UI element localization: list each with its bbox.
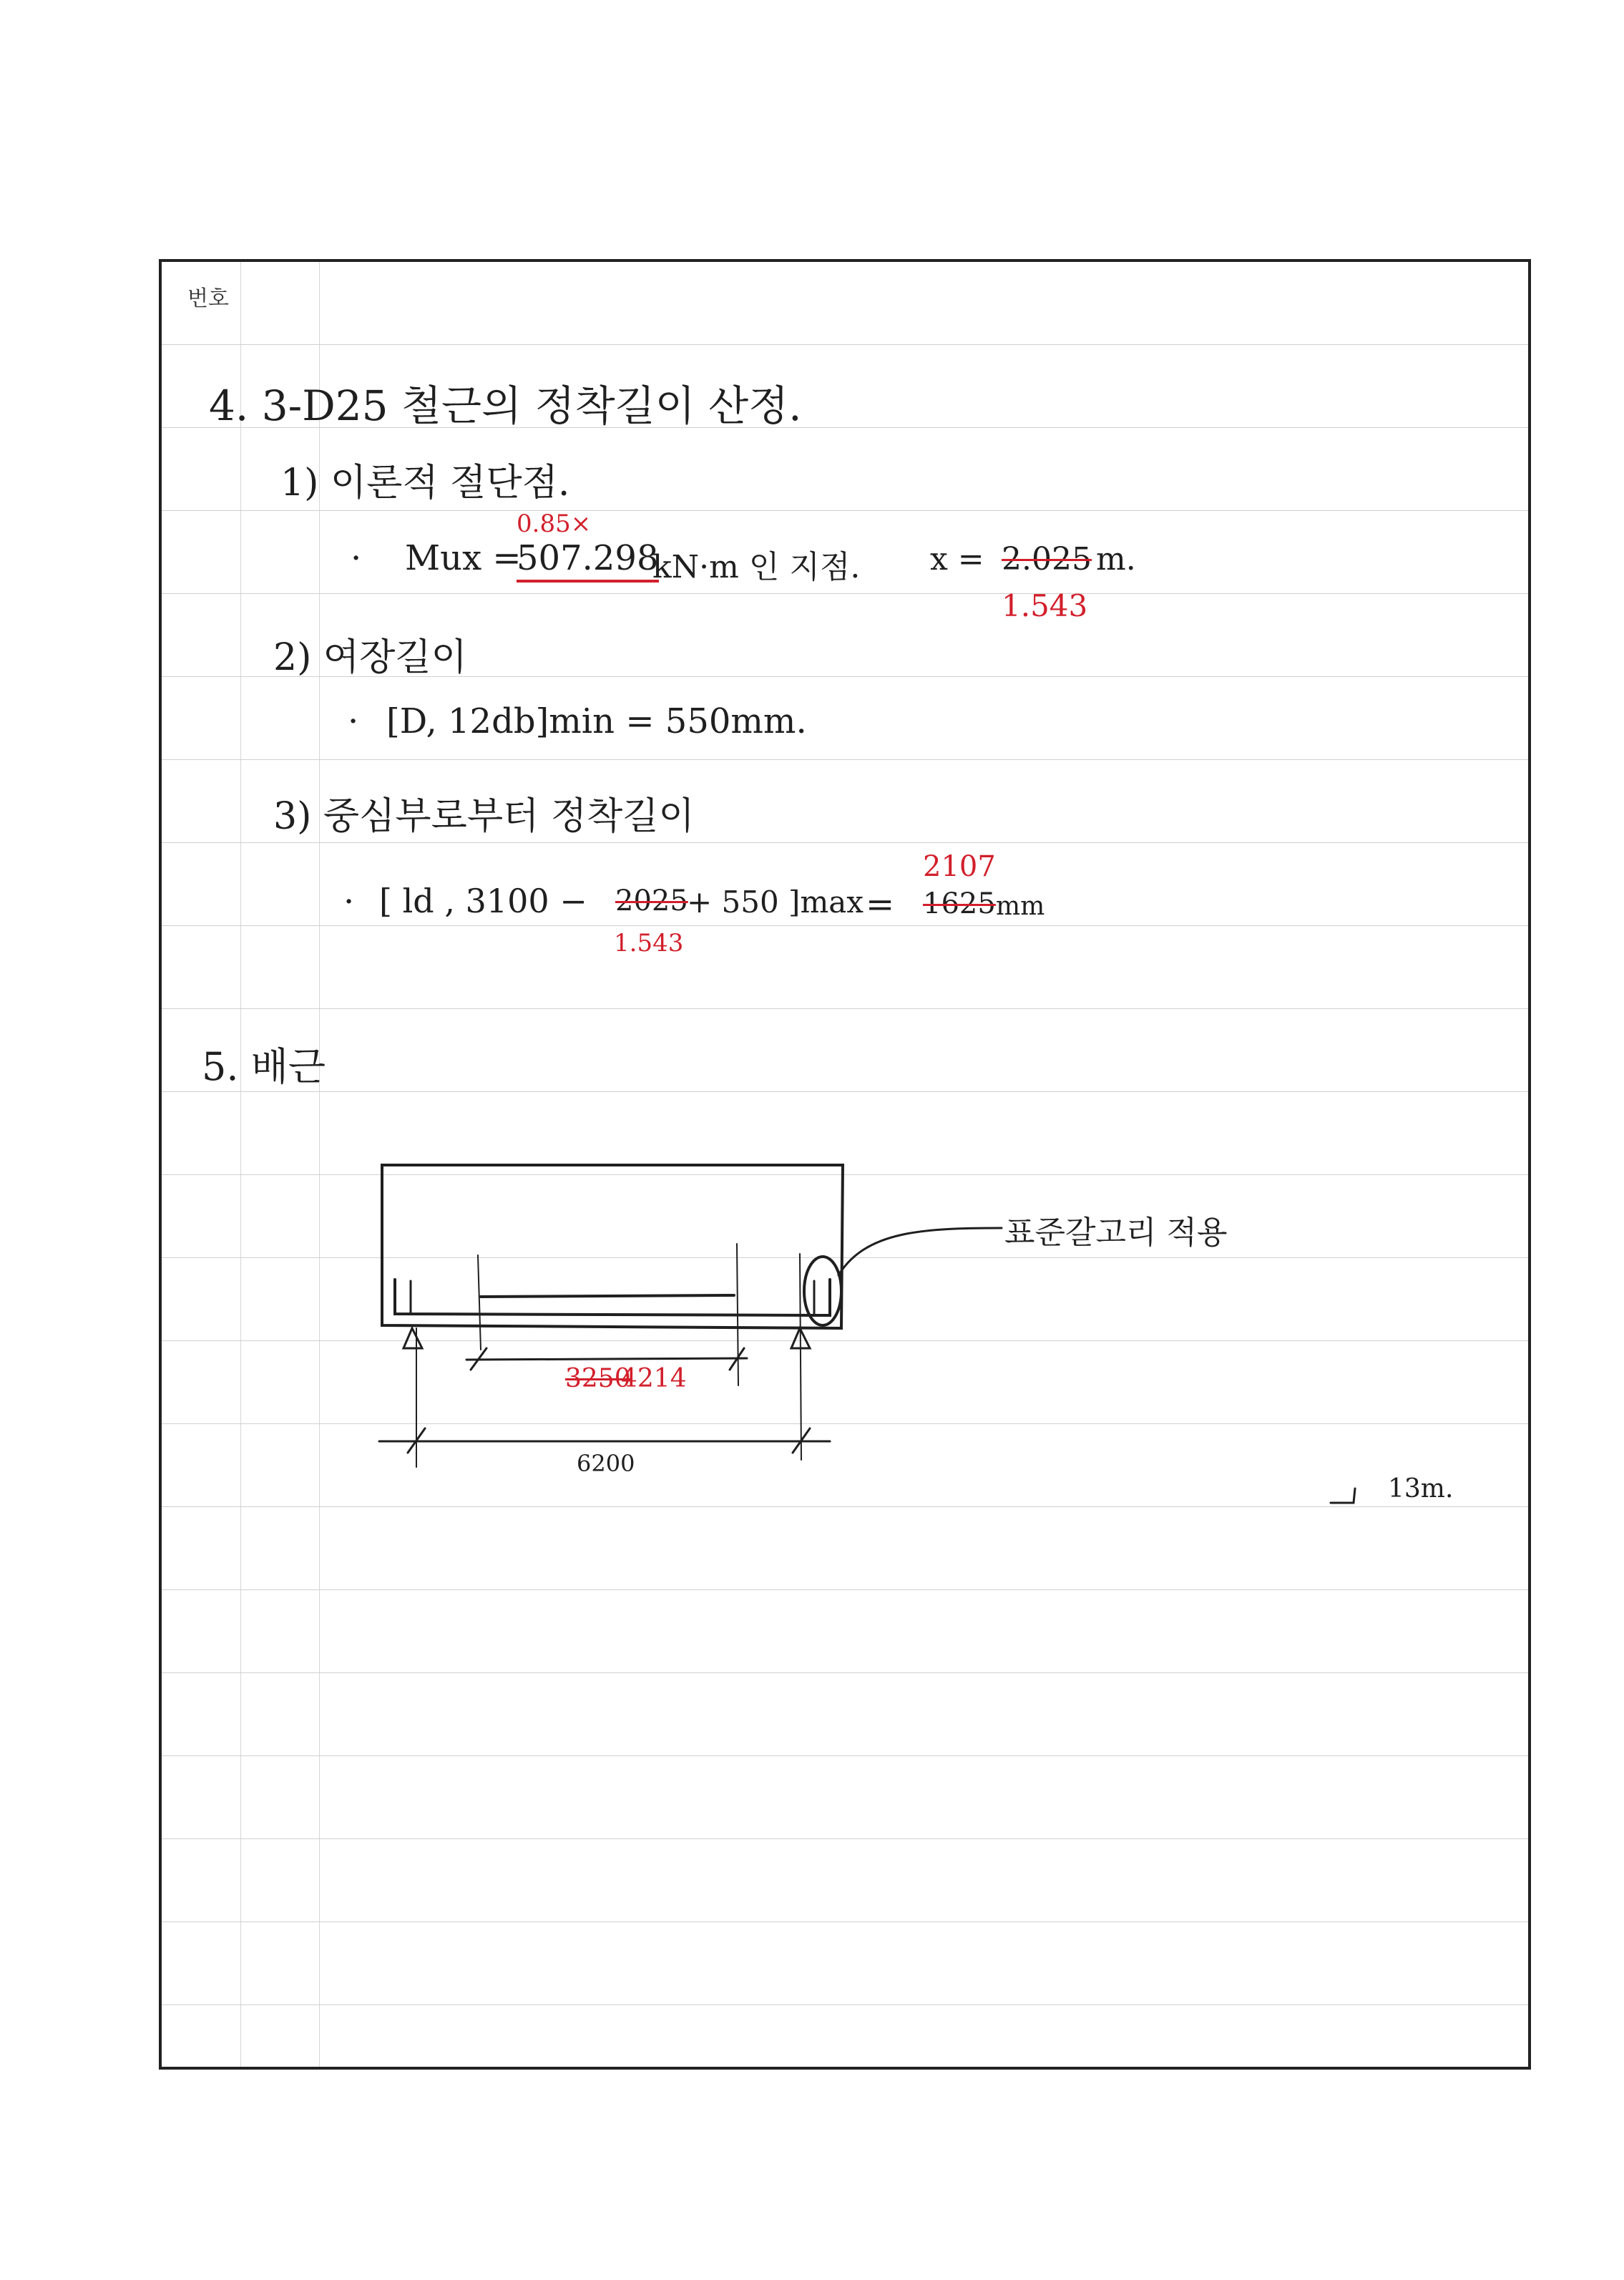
beam-outline <box>382 1165 843 1328</box>
dim-new-value: 4214 <box>621 1364 687 1393</box>
left-support <box>403 1328 422 1348</box>
item1-unit: kN·m 인 지점. <box>652 549 861 585</box>
section4-title: 4. 3-D25 철근의 정착길이 산정. <box>209 381 802 430</box>
item1-x-unit: m. <box>1096 541 1136 578</box>
top-short-bar <box>481 1295 734 1297</box>
item2-formula: [D, 12db]min = 550mm. <box>386 701 807 741</box>
item1-heading: 1) 이론적 절단점. <box>280 462 570 505</box>
item3-formula-close: + 550 ]max <box>687 885 864 920</box>
item1-x-new: 1.543 <box>1002 588 1088 623</box>
dim-span-value: 6200 <box>577 1450 635 1477</box>
bottom-main-bar <box>395 1280 830 1315</box>
number-label: 번호 <box>187 286 229 311</box>
item3-result-unit: mm <box>996 892 1045 921</box>
item2-heading: 2) 여장길이 <box>273 636 467 679</box>
dim-old-value: 3250 <box>565 1364 631 1393</box>
item3-heading: 3) 중심부로부터 정착길이 <box>273 795 695 838</box>
item2-bullet: · <box>348 701 359 741</box>
item1-x-prefix: x = <box>930 541 984 578</box>
item1-red-factor: 0.85× <box>517 510 592 538</box>
hook-annotation: 표준갈고리 적용 <box>1004 1214 1228 1251</box>
item3-formula-open: [ ld , 3100 − <box>379 882 587 920</box>
hook-leader <box>838 1228 1002 1275</box>
side-note: 13m. <box>1388 1474 1454 1504</box>
item1-moment-value: 507.298 <box>517 538 659 583</box>
item3-old-value: 2025 <box>615 885 688 917</box>
item3-bullet: · <box>343 882 355 922</box>
item3-new-result: 2107 <box>923 850 996 883</box>
item1-formula-prefix: Mux = <box>405 538 522 578</box>
section5-title: 5. 배근 <box>202 1044 326 1089</box>
item3-old-result: 1625 <box>923 887 996 920</box>
item1-bullet: · <box>351 538 362 578</box>
item1-x-old: 2.025 <box>1002 541 1092 578</box>
item3-equals: = <box>866 885 895 925</box>
item3-red-below: 1.543 <box>614 929 684 958</box>
